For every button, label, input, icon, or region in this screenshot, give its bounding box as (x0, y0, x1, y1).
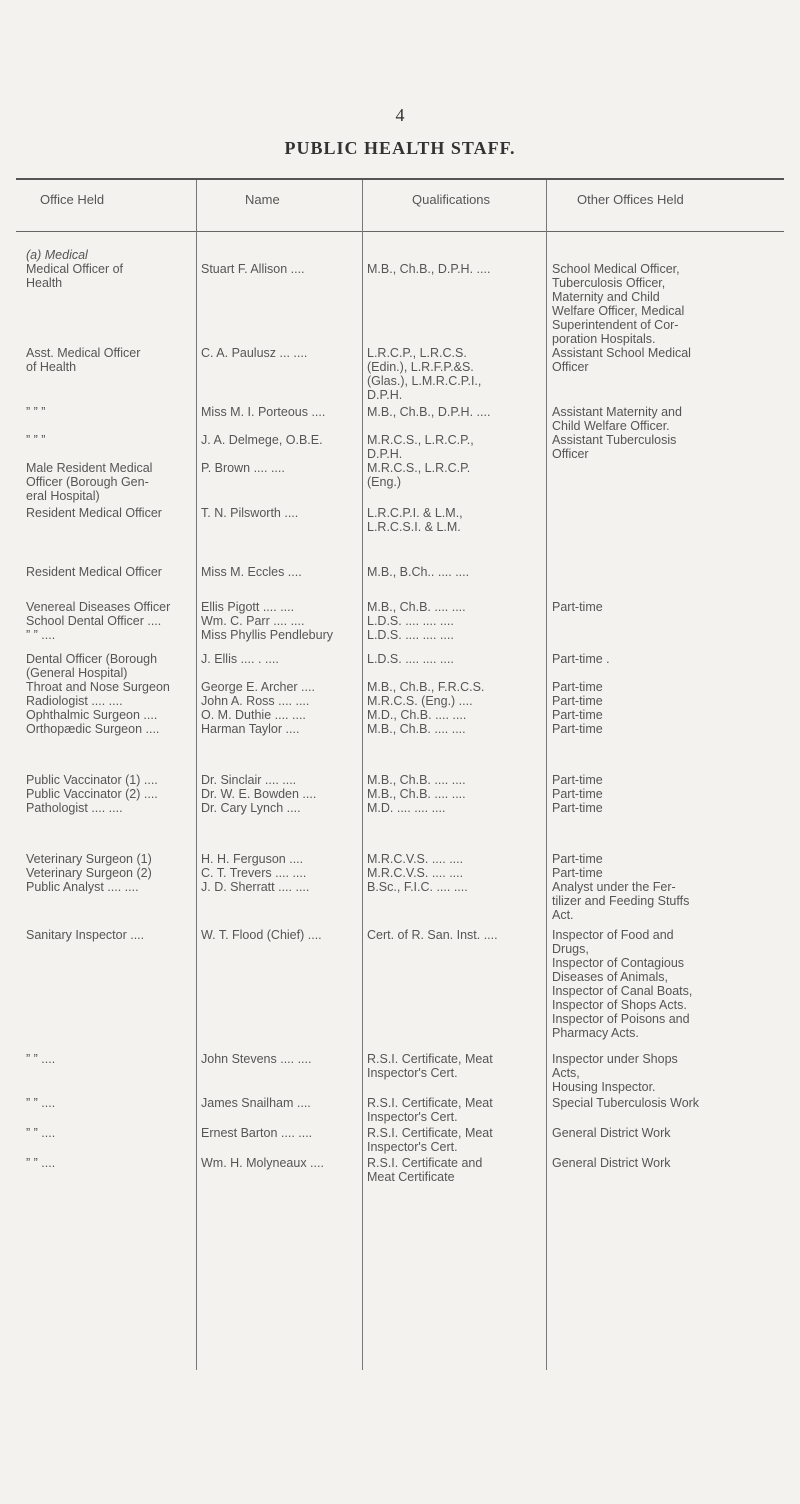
other-offices-cell: Part-time (552, 722, 603, 736)
name-cell: Dr. Cary Lynch .... (201, 801, 301, 815)
office-cell: ” ” .... (26, 1156, 56, 1170)
qualifications-cell: Cert. of R. San. Inst. .... (367, 928, 498, 942)
qualifications-cell: M.B., Ch.B. .... .... (367, 787, 466, 801)
office-cell: Veterinary Surgeon (2) (26, 866, 152, 880)
name-cell: Ellis Pigott .... .... (201, 600, 295, 614)
name-cell: W. T. Flood (Chief) .... (201, 928, 322, 942)
office-cell: Resident Medical Officer (26, 506, 162, 520)
other-offices-cell: Part-time (552, 801, 603, 815)
qualifications-cell: M.B., Ch.B., F.R.C.S. (367, 680, 485, 694)
name-cell: John A. Ross .... .... (201, 694, 310, 708)
office-cell: Medical Officer of Health (26, 262, 124, 290)
office-cell: Male Resident Medical Officer (Borough Gen- eral Hospital) (26, 461, 153, 503)
office-cell: Pathologist .... .... (26, 801, 123, 815)
other-offices-cell: Part-time . (552, 652, 610, 666)
other-offices-cell: Part-time (552, 708, 603, 722)
qualifications-cell: L.R.C.P., L.R.C.S. (Edin.), L.R.F.P.&S. (Glas.), L.M.R.C.P.I., D.P.H. (367, 346, 482, 402)
name-cell: Stuart F. Allison .... (201, 262, 305, 276)
name-cell: Ernest Barton .... .... (201, 1126, 313, 1140)
other-offices-cell: General District Work (552, 1126, 671, 1140)
office-cell: Asst. Medical Officer of Health (26, 346, 141, 374)
table-top-rule (16, 178, 784, 180)
office-cell: Sanitary Inspector .... (26, 928, 145, 942)
name-cell: J. D. Sherratt .... .... (201, 880, 310, 894)
other-offices-cell: Part-time (552, 680, 603, 694)
office-cell: Ophthalmic Surgeon .... (26, 708, 158, 722)
name-cell: Wm. H. Molyneaux .... (201, 1156, 324, 1170)
name-cell: O. M. Duthie .... .... (201, 708, 306, 722)
other-offices-cell: Part-time (552, 600, 603, 614)
header-name: Name (245, 192, 280, 207)
name-cell: George E. Archer .... (201, 680, 315, 694)
qualifications-cell: M.R.C.S. (Eng.) .... (367, 694, 473, 708)
office-cell: Resident Medical Officer (26, 565, 162, 579)
qualifications-cell: R.S.I. Certificate, Meat Inspector's Cert. (367, 1052, 493, 1080)
name-cell: J. Ellis .... . .... (201, 652, 279, 666)
other-offices-cell: Special Tuberculosis Work (552, 1096, 700, 1110)
other-offices-cell: Part-time (552, 852, 603, 866)
name-cell: Harman Taylor .... (201, 722, 300, 736)
qualifications-cell: M.R.C.S., L.R.C.P., D.P.H. (367, 433, 474, 461)
name-cell: Dr. W. E. Bowden .... (201, 787, 317, 801)
name-cell: C. A. Paulusz ... .... (201, 346, 308, 360)
other-offices-cell: Analyst under the Fer- tilizer and Feeding Stuffs Act. (552, 880, 690, 922)
other-offices-cell: Inspector under Shops Acts, Housing Inspector. (552, 1052, 678, 1094)
other-offices-cell: School Medical Officer, Tuberculosis Officer, Maternity and Child Welfare Officer, Medical Superintendent of Cor- poration Hospitals. (552, 262, 685, 346)
qualifications-cell: M.D. .... .... .... (367, 801, 446, 815)
table-header-rule (16, 231, 784, 232)
name-cell: T. N. Pilsworth .... (201, 506, 299, 520)
other-offices-cell: Assistant School Medical Officer (552, 346, 691, 374)
office-cell: Public Vaccinator (1) .... (26, 773, 158, 787)
name-cell: Dr. Sinclair .... .... (201, 773, 297, 787)
qualifications-cell: M.R.C.V.S. .... .... (367, 866, 464, 880)
name-cell: Wm. C. Parr .... .... (201, 614, 305, 628)
qualifications-cell: M.B., Ch.B. .... .... (367, 600, 466, 614)
qualifications-cell: M.R.C.V.S. .... .... (367, 852, 464, 866)
office-cell: ” ” .... (26, 1096, 56, 1110)
other-offices-cell: General District Work (552, 1156, 671, 1170)
qualifications-cell: R.S.I. Certificate and Meat Certificate (367, 1156, 483, 1184)
page-title: PUBLIC HEALTH STAFF. (284, 138, 516, 158)
qualifications-cell: L.D.S. .... .... .... (367, 614, 454, 628)
office-cell: ” ” .... (26, 628, 56, 642)
other-offices-cell: Part-time (552, 866, 603, 880)
qualifications-cell: R.S.I. Certificate, Meat Inspector's Cert. (367, 1126, 493, 1154)
qualifications-cell: L.D.S. .... .... .... (367, 652, 454, 666)
other-offices-cell: Assistant Tuberculosis Officer (552, 433, 677, 461)
name-cell: John Stevens .... .... (201, 1052, 312, 1066)
qualifications-cell: R.S.I. Certificate, Meat Inspector's Cert. (367, 1096, 493, 1124)
other-offices-cell: Inspector of Food and Drugs, Inspector of Contagious Diseases of Animals, Inspector of Canal Boats, Inspector of Shops Acts. Inspector of Poisons and Pharmacy Acts. (552, 928, 693, 1040)
header-other-offices: Other Offices Held (577, 192, 684, 207)
office-cell: ” ” .... (26, 1126, 56, 1140)
header-qualifications: Qualifications (412, 192, 491, 207)
name-cell: Miss Phyllis Pendlebury (201, 628, 333, 642)
office-cell: Throat and Nose Surgeon (26, 680, 170, 694)
office-cell: Public Analyst .... .... (26, 880, 139, 894)
name-cell: James Snailham .... (201, 1096, 311, 1110)
qualifications-cell: M.B., Ch.B., D.P.H. .... (367, 262, 491, 276)
office-cell: School Dental Officer .... (26, 614, 162, 628)
name-cell: P. Brown .... .... (201, 461, 285, 475)
qualifications-cell: M.B., Ch.B. .... .... (367, 773, 466, 787)
office-cell: ” ” .... (26, 1052, 56, 1066)
office-cell: Dental Officer (Borough (General Hospital) (26, 652, 158, 680)
office-cell: Veterinary Surgeon (1) (26, 852, 152, 866)
office-cell: Venereal Diseases Officer (26, 600, 171, 614)
name-cell: Miss M. I. Porteous .... (201, 405, 326, 419)
header-office-held: Office Held (40, 192, 105, 207)
office-cell: ” ” ” (26, 405, 46, 419)
office-cell: Orthopædic Surgeon .... (26, 722, 160, 736)
name-cell: J. A. Delmege, O.B.E. (201, 433, 323, 447)
qualifications-cell: B.Sc., F.I.C. .... .... (367, 880, 468, 894)
office-cell: Radiologist .... .... (26, 694, 123, 708)
section-label: (a) Medical (26, 248, 88, 262)
other-offices-cell: Assistant Maternity and Child Welfare Officer. (552, 405, 682, 433)
qualifications-cell: M.B., B.Ch.. .... .... (367, 565, 470, 579)
other-offices-cell: Part-time (552, 787, 603, 801)
office-cell: ” ” ” (26, 433, 46, 447)
qualifications-cell: L.R.C.P.I. & L.M., L.R.C.S.I. & L.M. (367, 506, 463, 534)
office-cell: Public Vaccinator (2) .... (26, 787, 158, 801)
name-cell: H. H. Ferguson .... (201, 852, 304, 866)
other-offices-cell: Part-time (552, 773, 603, 787)
other-offices-cell: Part-time (552, 694, 603, 708)
name-cell: C. T. Trevers .... .... (201, 866, 307, 880)
qualifications-cell: M.D., Ch.B. .... .... (367, 708, 467, 722)
qualifications-cell: M.B., Ch.B., D.P.H. .... (367, 405, 491, 419)
name-cell: Miss M. Eccles .... (201, 565, 302, 579)
qualifications-cell: L.D.S. .... .... .... (367, 628, 454, 642)
column-divider (196, 180, 197, 1370)
qualifications-cell: M.R.C.S., L.R.C.P. (Eng.) (367, 461, 471, 489)
qualifications-cell: M.B., Ch.B. .... .... (367, 722, 466, 736)
page-number: 4 (395, 105, 405, 125)
